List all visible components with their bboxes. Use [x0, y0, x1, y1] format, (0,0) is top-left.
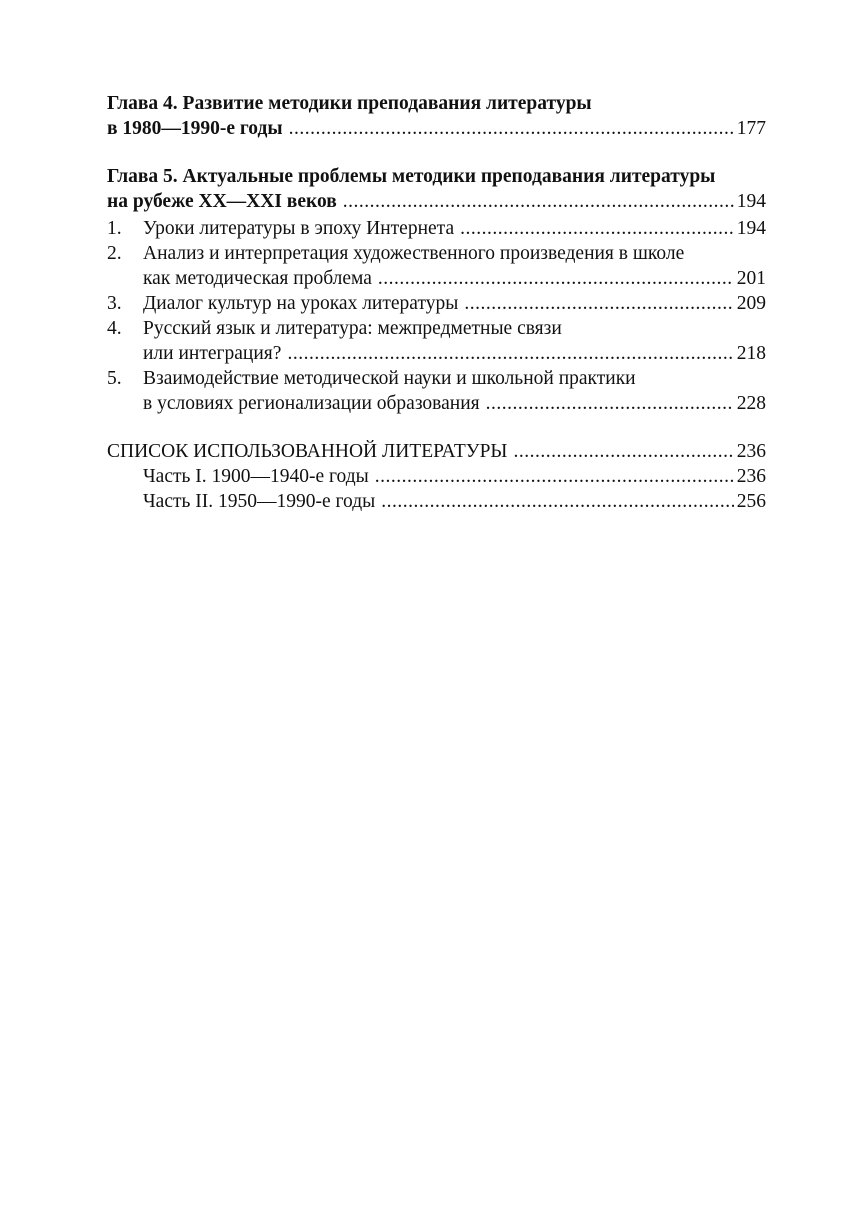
chapter-5-page: 194	[736, 191, 766, 212]
literature-entry	[107, 439, 766, 464]
section-3-title: Диалог культур на уроках литературы	[143, 293, 459, 314]
literature-page: 236	[736, 441, 766, 462]
chapter-5-title-continued: на рубеже XX—XXI веков	[107, 191, 337, 212]
section-4-title-line1: Русский язык и литература: межпредметные связи	[143, 318, 562, 339]
chapter-4-title: Глава 4. Развитие методики преподавания литературы	[107, 93, 592, 114]
section-4-title-line2: или интеграция?	[143, 343, 282, 364]
section-3-page: 209	[736, 293, 766, 314]
dot-leader	[381, 489, 733, 514]
literature-part-2-title: Часть II. 1950—1990-е годы	[143, 491, 376, 512]
section-4-number: 4.	[107, 318, 122, 339]
section-2-title-line2: как методическая проблема	[143, 268, 372, 289]
dot-leader	[287, 341, 733, 366]
section-4-title	[107, 316, 766, 341]
section-2-number: 2.	[107, 243, 122, 264]
section-4-page: 218	[736, 343, 766, 364]
section-3-entry	[107, 291, 766, 316]
literature-part-1-entry	[107, 464, 766, 489]
literature-part-1-page: 236	[736, 466, 766, 487]
section-2-entry	[107, 266, 766, 291]
chapter-4-page: 177	[736, 118, 766, 139]
dot-leader	[460, 216, 734, 241]
section-1-page: 194	[736, 218, 766, 239]
dot-leader	[378, 266, 734, 291]
section-5-title-line2: в условиях регионализации образования	[143, 393, 480, 414]
dot-leader	[513, 439, 733, 464]
section-2-title-line1: Анализ и интерпретация художественного произведения в школе	[143, 243, 685, 264]
section-3-number: 3.	[107, 293, 122, 314]
dot-leader	[343, 189, 734, 214]
section-2-page: 201	[736, 268, 766, 289]
chapter-4-entry	[107, 116, 766, 141]
section-2-title	[107, 241, 766, 266]
dot-leader	[464, 291, 733, 316]
toc-chapter-5	[107, 164, 766, 214]
section-5-entry	[107, 391, 766, 416]
section-5-title	[107, 366, 766, 391]
table-of-contents	[107, 91, 766, 514]
chapter-4-title-continued: в 1980—1990-е годы	[107, 118, 283, 139]
section-5-number: 5.	[107, 368, 122, 389]
section-5-title-line1: Взаимодействие методической науки и школьной практики	[143, 368, 636, 389]
section-5-page: 228	[736, 393, 766, 414]
chapter-5-entry	[107, 189, 766, 214]
dot-leader	[486, 391, 734, 416]
literature-title: СПИСОК ИСПОЛЬЗОВАННОЙ ЛИТЕРАТУРЫ	[107, 441, 508, 462]
section-1-entry	[107, 216, 766, 241]
literature-part-2-page: 256	[736, 491, 766, 512]
chapter-5-title: Глава 5. Актуальные проблемы методики преподавания литературы	[107, 166, 716, 187]
section-1-title: Уроки литературы в эпоху Интернета	[143, 218, 455, 239]
toc-chapter-4	[107, 91, 766, 141]
section-1-number: 1.	[107, 218, 122, 239]
dot-leader	[375, 464, 734, 489]
literature-part-1-title: Часть I. 1900—1940-е годы	[143, 466, 369, 487]
dot-leader	[289, 116, 734, 141]
literature-part-2-entry	[107, 489, 766, 514]
section-4-entry	[107, 341, 766, 366]
